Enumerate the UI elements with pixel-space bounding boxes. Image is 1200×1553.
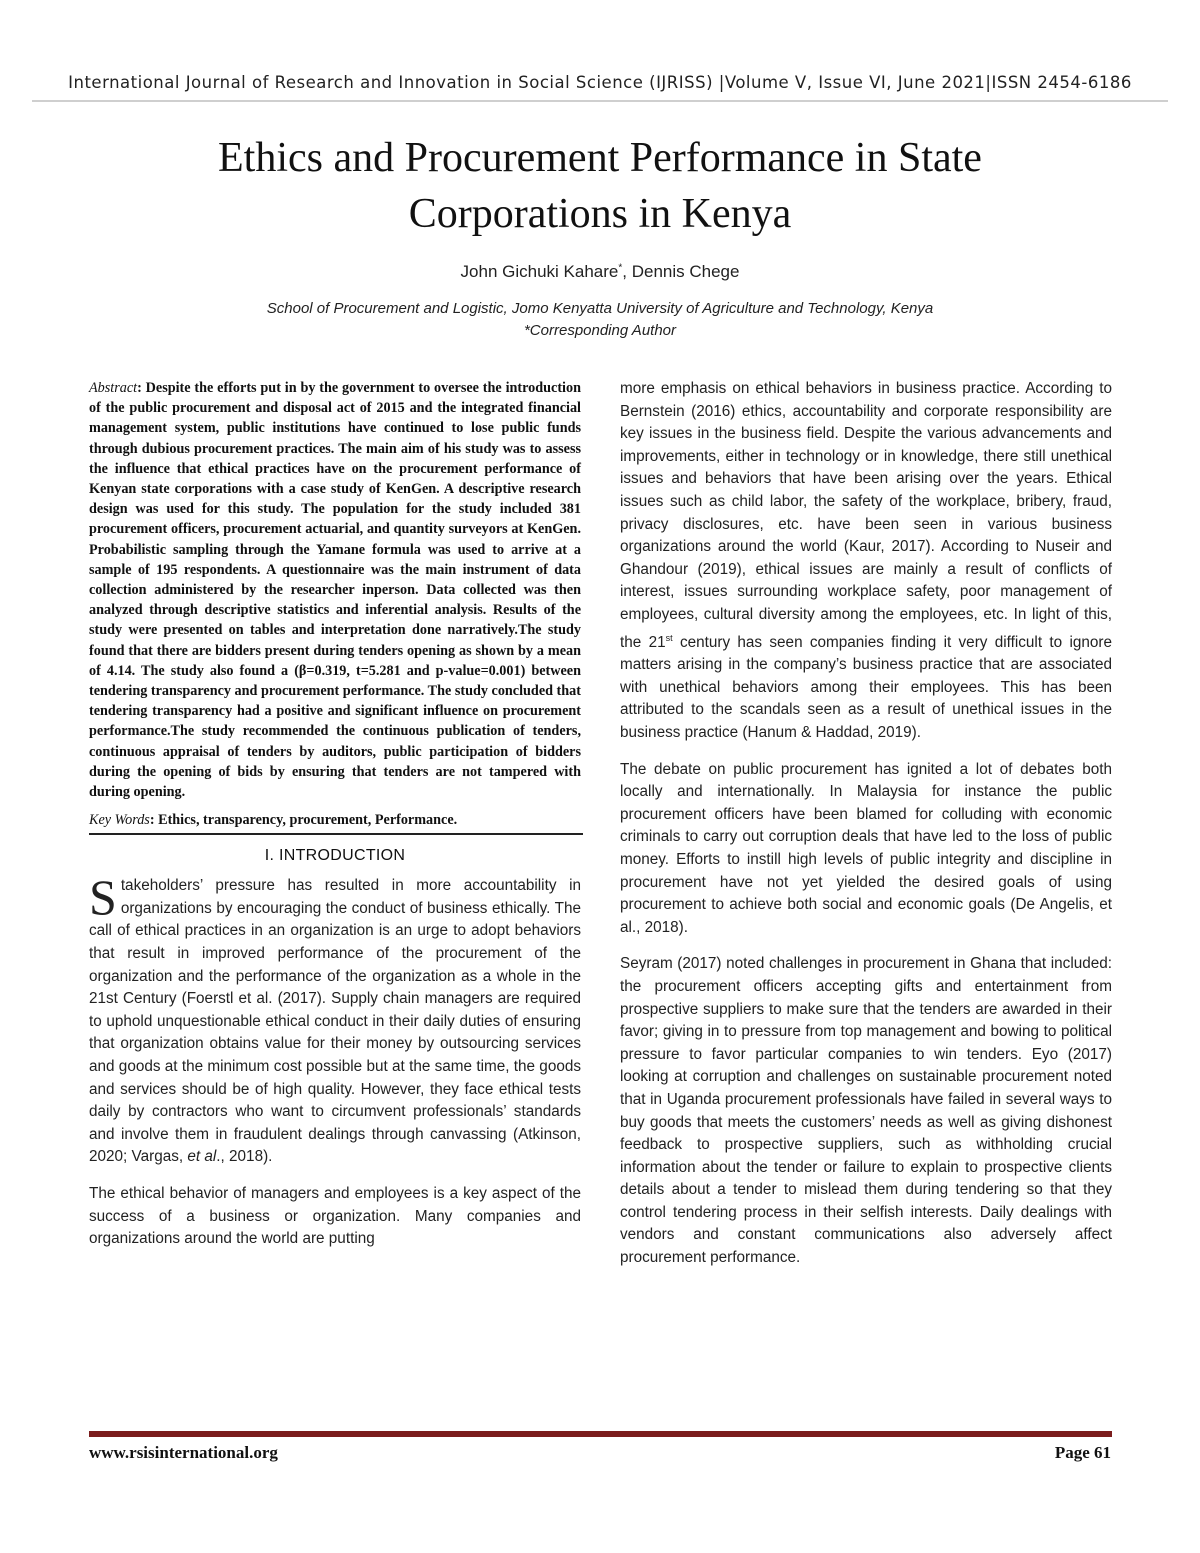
- keywords-label: Key Words: [89, 812, 150, 829]
- abstract-text: Despite the efforts put in by the government to oversee the introduction of the public procurement and disposal act of 2015 and the integrated financial management system, public institutions have continued to lose public funds through dubious procurement practices. The main aim of his study was to assess the influence that ethical practices have on the procurement performance of Kenyan state corporations with a case study of KenGen. A descriptive research design was used for this study. The population for the study included 381 procurement officers, procurement actuarial, and quantity surveyors at KenGen. Probabilistic sampling through the Yamane formula was used to arrive at a sample of 195 respondents. A questionnaire was the main instrument of data collection administered by the researcher inperson. Data collected was then analyzed through descriptive statistics and inferential analysis. Results of the study were presented on tables and interpretation done narratively.The study found that there are bidders present during tenders opening as shown by a mean of 4.14. The study also found a (β=0.319, t=5.281 and p-value=0.001) between tendering transparency and procurement performance. The study concluded that tendering transparency had a positive and significant influence on procurement performance.The study recommended the continuous publication of tenders, continuous appraisal of tenders by auditors, public participation of bidders during the opening of bids by ensuring that tenders are not tampered with during opening.: [89, 380, 581, 801]
- ordinal-suffix: st: [665, 632, 673, 643]
- intro-paragraph-1-text: takeholders’ pressure has resulted in more accountability in organizations by encouraging the conduct of business ethically. The call of ethical practices in an organization is an urge to adopt behaviors that result in improved performance of the procurement of the organization and the performance of the organization as a whole in the 21st Century (Foerstl et al. (2017). Supply chain managers are required to uphold unquestionable ethical conduct in their daily duties of ensuring that organization obtains value for their money by outsourcing services and goods at the minimum cost possible but at the same time, the goods and services should be of high quality. However, they face ethical tests daily by contractors who want to circumvent professionals’ standards and involve them in fraudulent dealings through canvassing (Atkinson, 2020; Vargas,: [89, 877, 581, 1166]
- keywords-colon: :: [149, 812, 159, 829]
- keywords-divider: [89, 833, 583, 835]
- author-1: John Gichuki Kahare: [460, 262, 619, 281]
- page-number: Page 61: [1054, 1443, 1111, 1462]
- paper-title: [100, 130, 1100, 242]
- drop-cap: S: [89, 869, 117, 926]
- journal-header: International Journal of Research and Innovation in Social Science (IJRISS) |Volume V, Issue VI, June 2021|ISSN 2454-6186: [68, 73, 1132, 92]
- et-al: et al: [187, 1148, 217, 1166]
- title-line-1: Ethics and Procurement Performance in State: [218, 135, 982, 181]
- affiliation-block: [100, 298, 1100, 342]
- author-2: Dennis Chege: [631, 262, 740, 281]
- keywords: [89, 810, 581, 830]
- intro-paragraph-5: Seyram (2017) noted challenges in procurement in Ghana that included: the procurement officers accepting gifts and entertainment from prospective suppliers to make sure that the tenders are awarded in their favor; giving in to pressure from top management and bowing to political pressure to favor particular companies to win tenders. Eyo (2017) looking at corruption and challenges on sustainable procurement noted that in Uganda procurement professionals have failed in several ways to buy goods that meets the customers’ needs as well as giving dishonest feedback to prospective suppliers, such as withholding crucial information about the tender or failure to explain to prospective clients details about a tender to mislead them during tendering so that they control tendering process in their selfish interests. Daily dealings with vendors and constant communications also adversely affect procurement performance.: [620, 955, 1112, 1267]
- right-column: [620, 378, 1112, 1284]
- intro-paragraph-1: [89, 869, 581, 1169]
- author-separator: ,: [622, 262, 632, 281]
- intro-paragraph-3-text: more emphasis on ethical behaviors in business practice. According to Bernstein (2016) ethics, accountability and corporate responsibility are key issues in the business field. Despite the various advancements and improvements, either in technology or in knowledge, there still unethical issues and behaviors that have been arising over the years. Ethical issues such as child labor, the safety of the workplace, bribery, fraud, privacy disclosures, etc. have been seen in various business organizations around the world (Kaur, 2017). According to Nuseir and Ghandour (2019), ethical issues are mainly a result of conflicts of interest, issues surrounding workplace safety, poor management of employees, cultural diversity among the employees, etc. In light of this, the 21: [620, 380, 1112, 651]
- abstract-colon: :: [137, 380, 146, 396]
- intro-paragraph-1-end: ., 2018).: [216, 1148, 273, 1166]
- intro-paragraph-3: [620, 378, 1112, 745]
- abstract-label: Abstract: [89, 380, 138, 396]
- keywords-text: Ethics, transparency, procurement, Performance.: [158, 812, 458, 829]
- corresponding-note: *Corresponding Author: [523, 322, 677, 339]
- affiliation: School of Procurement and Logistic, Jomo Kenyatta University of Agriculture and Technology, Kenya: [266, 300, 934, 317]
- header-divider: [32, 100, 1168, 102]
- footer-website-link[interactable]: www.rsisinternational.org: [89, 1443, 278, 1462]
- corresponding-mark: *: [618, 262, 623, 274]
- abstract: [89, 378, 581, 802]
- footer-bar: [89, 1431, 1112, 1437]
- intro-paragraph-4: The debate on public procurement has ignited a lot of debates both locally and internationally. In Malaysia for instance the public procurement officers have been blamed for colluding with economic criminals to carry out corruption deals that have led to the loss of public money. Efforts to instill high levels of public integrity and discipline in procurement have not yet yielded the desired goals of using procurement to achieve both social and economic goals (De Angelis, et al., 2018).: [620, 760, 1112, 936]
- title-line-2: Corporations in Kenya: [408, 191, 792, 237]
- author-list: [100, 262, 1100, 282]
- intro-paragraph-3-end: century has seen companies finding it very difficult to ignore matters arising in the company’s business practice that are associated with unethical behaviors among their employees. This has been attributed to the scandals seen as a result of unethical issues in the business practice (Hanum & Haddad, 2019).: [620, 633, 1112, 741]
- section-heading: I. INTRODUCTION: [264, 847, 406, 865]
- intro-paragraph-2: The ethical behavior of managers and employees is a key aspect of the success of a business or organization. Many companies and organizations around the world are putting: [89, 1184, 581, 1248]
- left-column: [89, 378, 581, 1265]
